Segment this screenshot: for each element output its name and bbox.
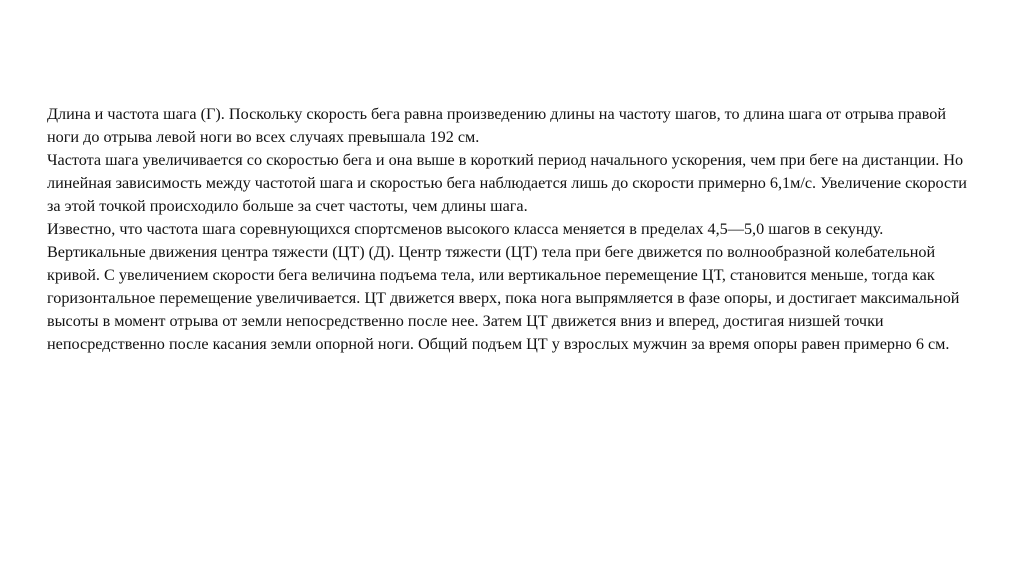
paragraph-frequency-range: Известно, что частота шага соревнующихся спортсменов высокого класса меняется в пределах 4,5—5,0 шагов в секунду. bbox=[47, 220, 884, 238]
paragraph-center-of-gravity: Вертикальные движения центра тяжести (ЦТ) (Д). Центр тяжести (ЦТ) тела при беге движется по волнообразной колебательной кривой. С увеличением скорости бега величина подъема тела, или вертикальное перемещение ЦТ, становится меньше, тогда как горизонтальное перемещение увеличивается. ЦТ движется вверх, пока нога выпрямляется в фазе опоры, и достигает максимальной высоты в момент отрыва от земли непосредственно после нее. Затем ЦТ движется вниз и вперед, достигая низшей точки непосредственно после касания земли опорной ноги. Общий подъем ЦТ у взрослых мужчин за время опоры равен примерно 6 см. bbox=[47, 243, 960, 353]
paragraph-step-frequency: Частота шага увеличивается со скоростью бега и она выше в короткий период начального ускорения, чем при беге на дистанции. Но линейная зависимость между частотой шага и скоростью бега наблюдается лишь до скорости примерно 6,1м/с. Увеличение скорости за этой точкой происходило больше за счет частоты, чем длины шага. bbox=[47, 151, 967, 215]
text-block bbox=[47, 103, 982, 356]
paragraph-step-length: Длина и частота шага (Г). Поскольку скорость бега равна произведению длины на частоту шагов, то длина шага от отрыва правой ноги до отрыва левой ноги во всех случаях превышала 192 см. bbox=[47, 105, 947, 146]
